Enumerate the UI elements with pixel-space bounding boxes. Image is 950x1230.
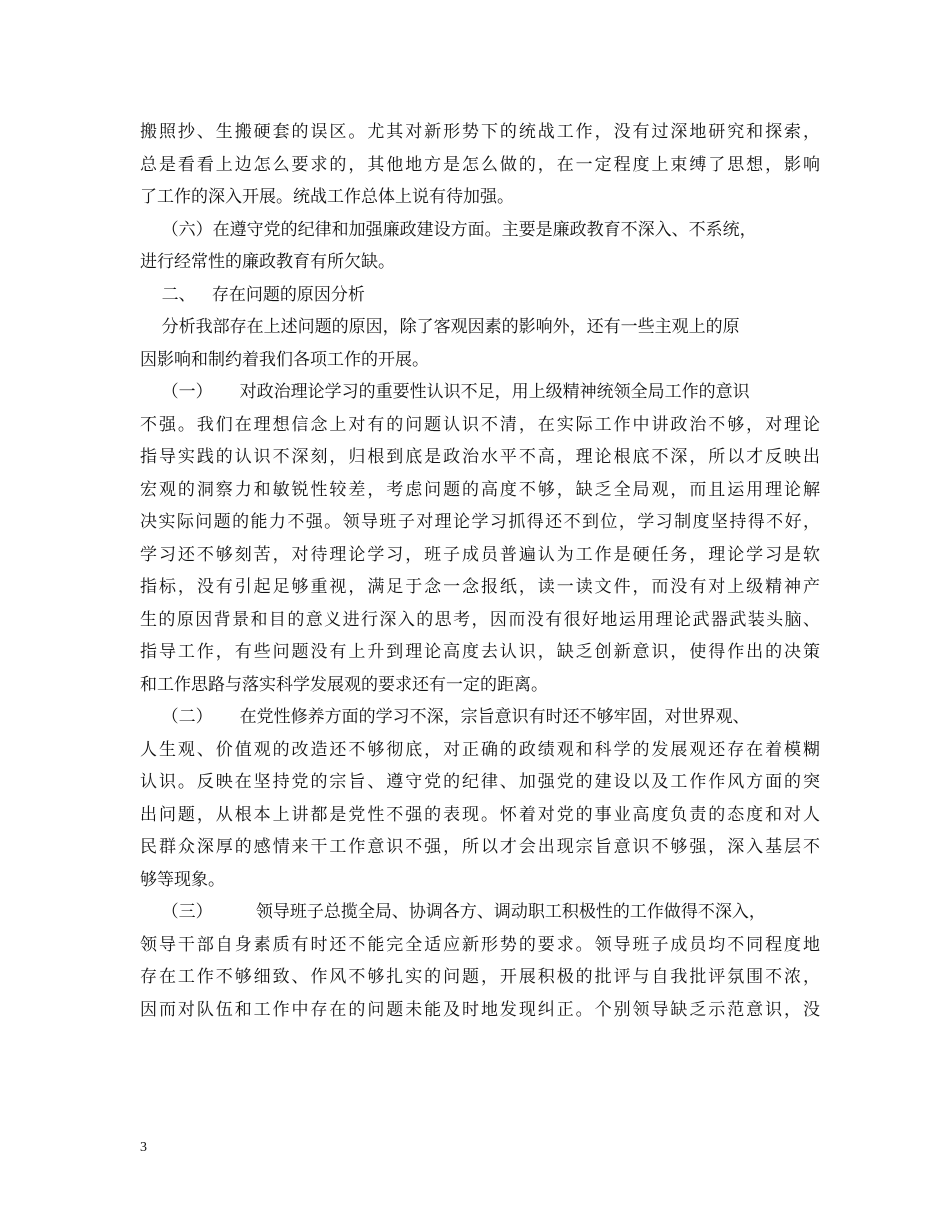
text-line: 民群众深厚的感情来干工作意识不强，所以才会出现宗旨意识不够强，深入基层不 (140, 837, 820, 857)
section-heading: 二、 存在问题的原因分析 (140, 284, 365, 305)
text-line: 总是看看上边怎么要求的，其他地方是怎么做的，在一定程度上束缚了思想，影响 (140, 154, 820, 175)
text-line: 够等现象。 (140, 869, 225, 890)
text-line: 指导实践的认识不深刻，归根到底是政治水平不高，理论根底不深，所以才反映出 (140, 447, 820, 467)
text-line: 指导工作，有些问题没有上升到理论高度去认识，缺乏创新意识，使得作出的决策 (140, 642, 820, 662)
text-line: 和工作思路与落实科学发展观的要求还有一定的距离。 (140, 674, 548, 695)
text-line: （六）在遵守党的纪律和加强廉政建设方面。主要是廉政教育不深入、不系统， (140, 219, 757, 240)
text-line: 搬照抄、生搬硬套的误区。尤其对新形势下的统战工作，没有过深地研究和探索， (140, 122, 820, 142)
text-line: （一） 对政治理论学习的重要性认识不足，用上级精神统领全局工作的意识 (140, 382, 750, 402)
text-line: 存在工作不够细致、作风不够扎实的问题，开展积极的批评与自我批评氛围不浓， (140, 967, 820, 987)
text-line: 生的原因背景和目的意义进行深入的思考，因而没有很好地运用理论武器武装头脑、 (140, 609, 820, 630)
text-line: 因影响和制约着我们各项工作的开展。 (140, 349, 429, 370)
text-line: 不强。我们在理想信念上对有的问题认识不清，在实际工作中讲政治不够，对理论 (140, 414, 820, 435)
document-body (140, 116, 820, 1026)
text-line: 领导干部自身素质有时还不能完全适应新形势的要求。领导班子成员均不同程度地 (140, 934, 820, 955)
text-line: 认识。反映在坚持党的宗旨、遵守党的纪律、加强党的建设以及工作作风方面的突 (140, 772, 820, 792)
text-line: 出问题，从根本上讲都是党性不强的表现。怀着对党的事业高度负责的态度和对人 (140, 804, 820, 825)
text-line: 宏观的洞察力和敏锐性较差，考虑问题的高度不够，缺乏全局观，而且运用理论解 (140, 479, 820, 500)
text-line: 进行经常性的廉政教育有所欠缺。 (140, 252, 395, 272)
text-line: 人生观、价值观的改造还不够彻底，对正确的政绩观和科学的发展观还存在着模糊 (140, 739, 820, 760)
text-line: 分析我部存在上述问题的原因，除了客观因素的影响外，还有一些主观上的原 (140, 317, 740, 337)
text-line: 因而对队伍和工作中存在的问题未能及时地发现纠正。个别领导缺乏示范意识，没 (140, 999, 820, 1020)
text-line: 了工作的深入开展。统战工作总体上说有待加强。 (140, 187, 514, 207)
text-line: 决实际问题的能力不强。领导班子对理论学习抓得还不到位，学习制度坚持得不好， (140, 512, 820, 532)
text-line: 学习还不够刻苦，对待理论学习，班子成员普遍认为工作是硬任务，理论学习是软 (140, 544, 820, 565)
text-line: 指标，没有引起足够重视，满足于念一念报纸，读一读文件，而没有对上级精神产 (140, 577, 820, 597)
text-line: （三） 领导班子总揽全局、协调各方、调动职工积极性的工作做得不深入， (140, 902, 766, 922)
page-number: 3 (140, 1140, 147, 1155)
text-line: （二） 在党性修养方面的学习不深，宗旨意识有时还不够牢固，对世界观、 (140, 707, 750, 727)
